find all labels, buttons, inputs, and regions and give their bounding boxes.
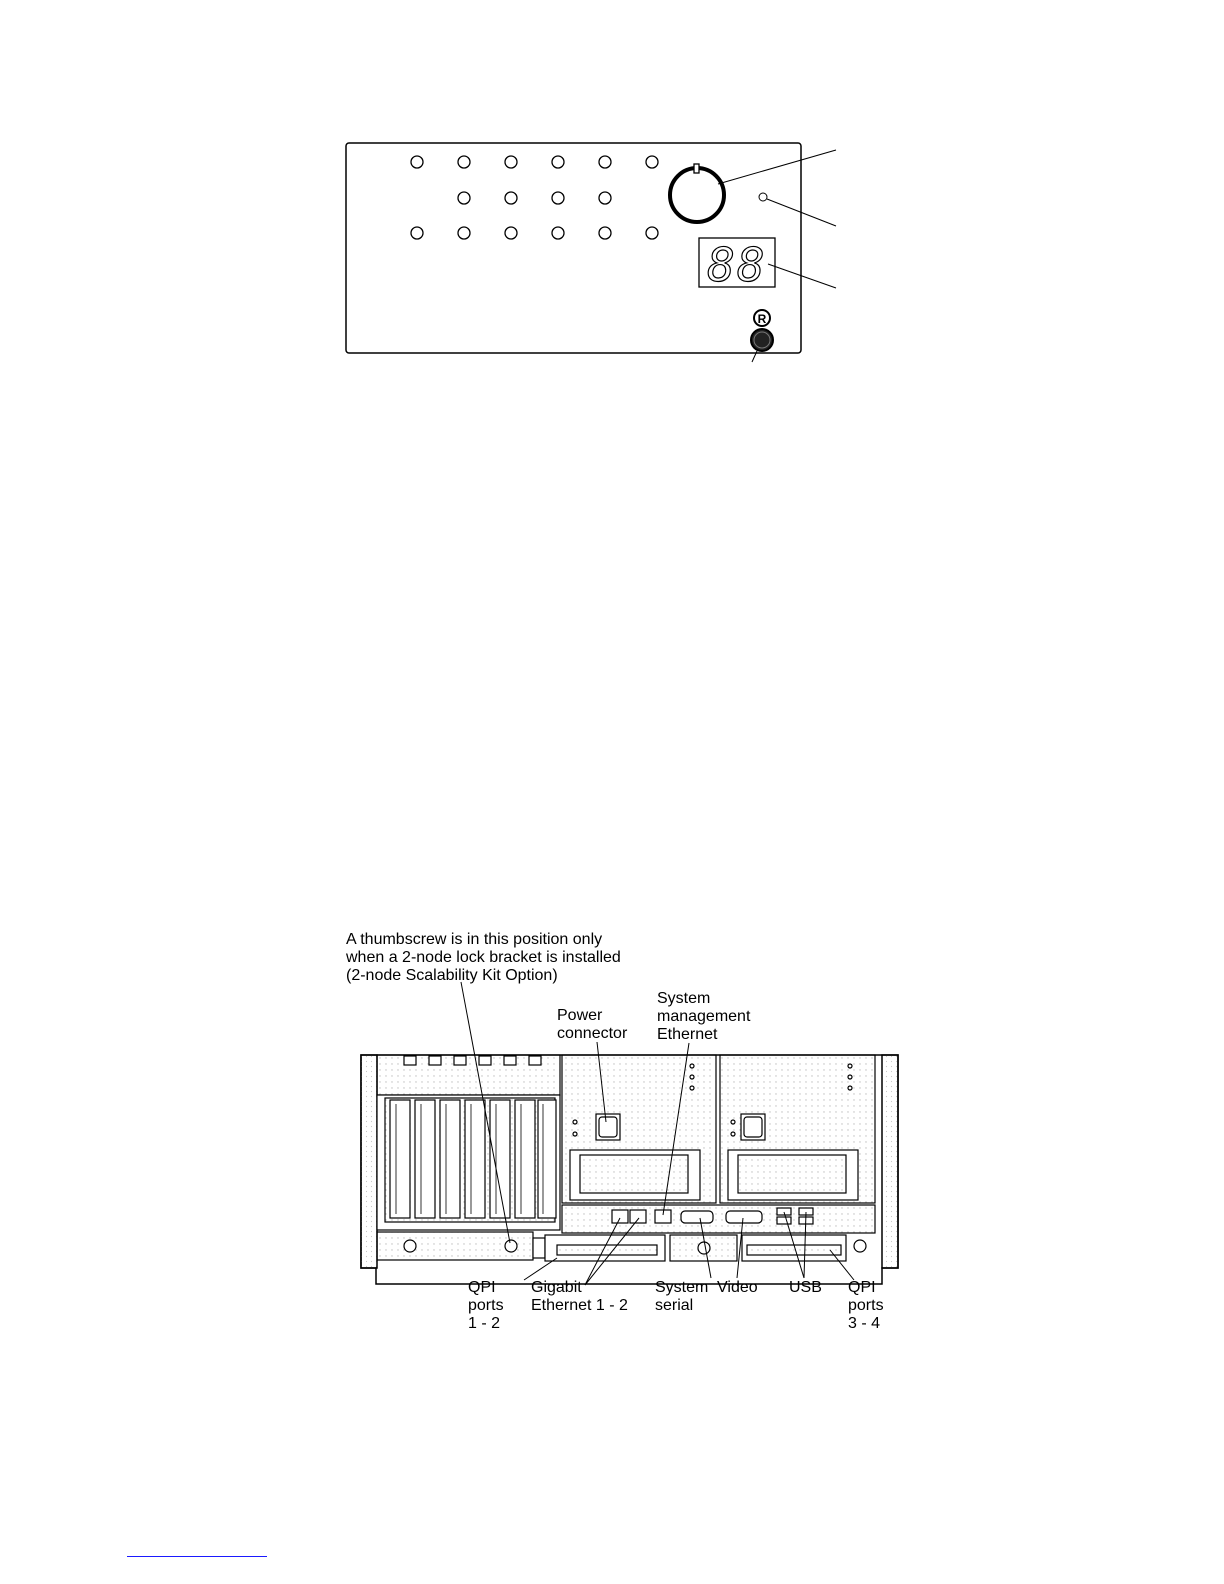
diagnostic-display-digits: 88 bbox=[707, 238, 767, 292]
usb-label: USB bbox=[789, 1279, 822, 1296]
system-management-ethernet-label: System management Ethernet bbox=[657, 990, 751, 1043]
gigabit-ethernet-port-1 bbox=[612, 1210, 628, 1223]
io-panel bbox=[562, 1205, 875, 1233]
left-bottom-plate bbox=[377, 1232, 545, 1260]
thumbscrew-left bbox=[404, 1240, 416, 1252]
qpi-ports-1-2-label: QPI ports 1 - 2 bbox=[468, 1279, 504, 1332]
power-connector-label: Power connector bbox=[557, 1007, 628, 1042]
usb-port-1 bbox=[777, 1208, 791, 1215]
power-supply-2 bbox=[720, 1055, 875, 1203]
footnote-rule bbox=[127, 1556, 267, 1557]
thumbscrew-note-label: A thumbscrew is in this position only when a 2-node lock bracket is installed (2-node Scalability Kit Option) bbox=[346, 931, 621, 984]
gigabit-ethernet-label: Gigabit Ethernet 1 - 2 bbox=[531, 1279, 628, 1314]
thumbscrew-position bbox=[505, 1240, 517, 1252]
reset-symbol-letter: R bbox=[757, 312, 767, 326]
slot-covers bbox=[390, 1100, 556, 1218]
system-serial-port bbox=[681, 1211, 713, 1223]
video-label: Video bbox=[717, 1279, 758, 1296]
gigabit-ethernet-port-2 bbox=[630, 1210, 646, 1223]
video-port bbox=[726, 1211, 762, 1223]
qpi-ports-3-4-label: QPI ports 3 - 4 bbox=[848, 1279, 884, 1332]
power-supply-1 bbox=[562, 1055, 716, 1203]
system-serial-label: System serial bbox=[655, 1279, 709, 1314]
usb-port-2 bbox=[777, 1217, 791, 1224]
